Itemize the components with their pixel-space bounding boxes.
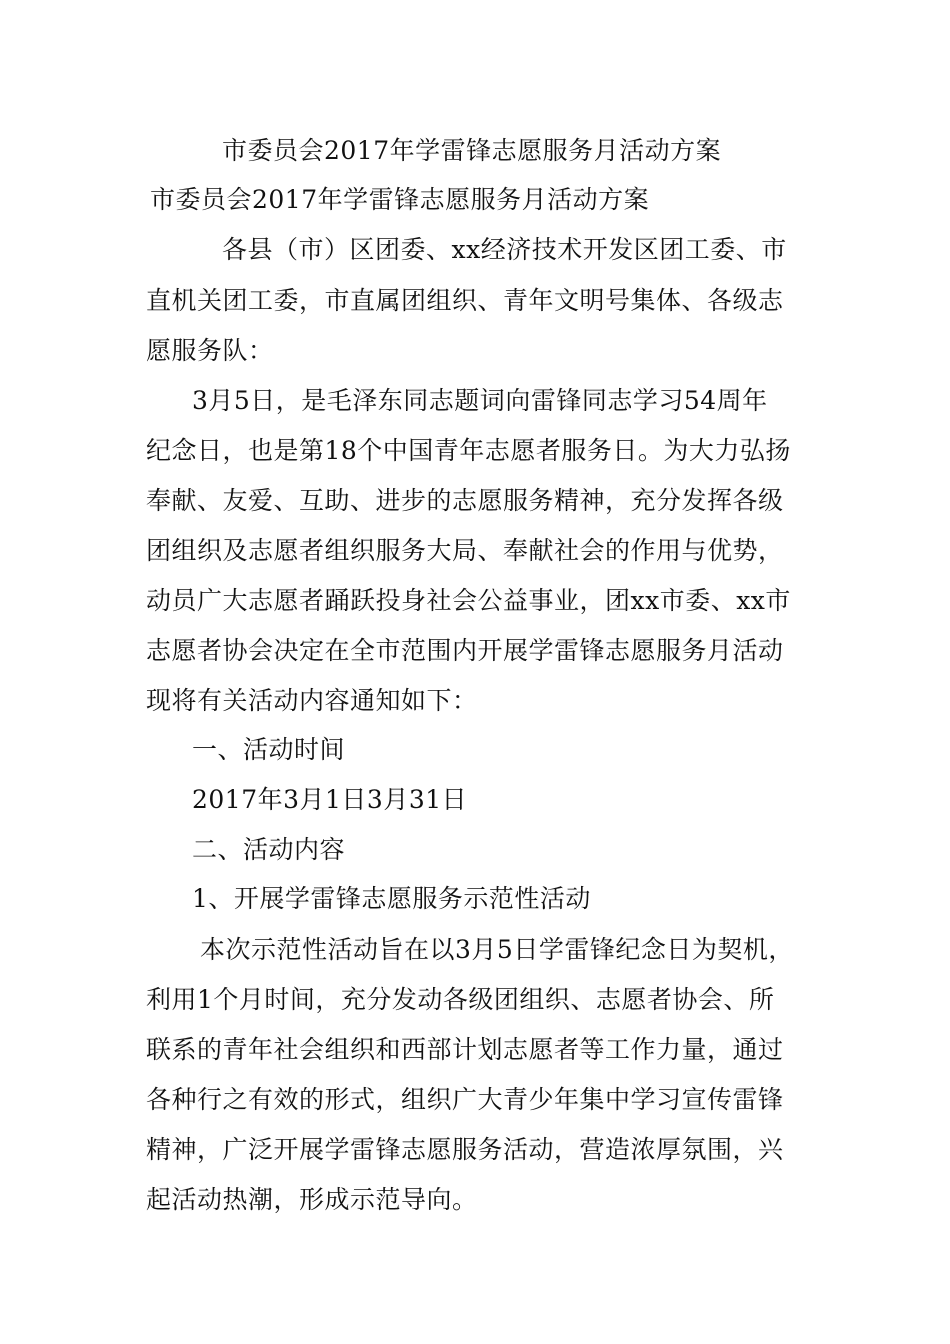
salutation-line: 愿服务队：: [146, 336, 274, 365]
intro-line: 3月5日，是毛泽东同志题词向雷锋同志学习54周年: [192, 386, 768, 415]
intro-line: 动员广大志愿者踊跃投身社会公益事业，团xx市委、xx市: [146, 586, 791, 615]
document-subtitle: 市委员会2017年学雷锋志愿服务月活动方案: [150, 185, 650, 214]
salutation-line: 直机关团工委，市直属团组织、青年文明号集体、各级志: [146, 286, 784, 315]
intro-line: 纪念日，也是第18个中国青年志愿者服务日。为大力弘扬: [146, 436, 791, 465]
salutation-line: 各县（市）区团委、xx经济技术开发区团工委、市: [222, 235, 787, 264]
item-body-line: 各种行之有效的形式，组织广大青少年集中学习宣传雷锋: [146, 1085, 784, 1114]
item-body-line: 本次示范性活动旨在以3月5日学雷锋纪念日为契机，: [200, 935, 794, 964]
section-heading-time: 一、活动时间: [192, 735, 346, 764]
item-body-line: 精神，广泛开展学雷锋志愿服务活动，营造浓厚氛围，兴: [146, 1135, 784, 1164]
item-body-line: 利用1个月时间，充分发动各级团组织、志愿者协会、所: [146, 985, 775, 1014]
intro-line: 奉献、友爱、互助、进步的志愿服务精神，充分发挥各级: [146, 486, 784, 515]
item-body-line: 起活动热潮，形成示范导向。: [146, 1185, 478, 1214]
intro-line: 团组织及志愿者组织服务大局、奉献社会的作用与优势，: [146, 536, 784, 565]
section-heading-content: 二、活动内容: [192, 835, 346, 864]
item-body-line: 联系的青年社会组织和西部计划志愿者等工作力量，通过: [146, 1035, 784, 1064]
activity-dates: 2017年3月1日3月31日: [192, 785, 468, 814]
document-title: 市委员会2017年学雷锋志愿服务月活动方案: [222, 136, 722, 165]
intro-line: 志愿者协会决定在全市范围内开展学雷锋志愿服务月活动: [146, 636, 784, 665]
intro-line: 现将有关活动内容通知如下：: [146, 686, 478, 715]
item-heading: 1、开展学雷锋志愿服务示范性活动: [192, 884, 591, 913]
